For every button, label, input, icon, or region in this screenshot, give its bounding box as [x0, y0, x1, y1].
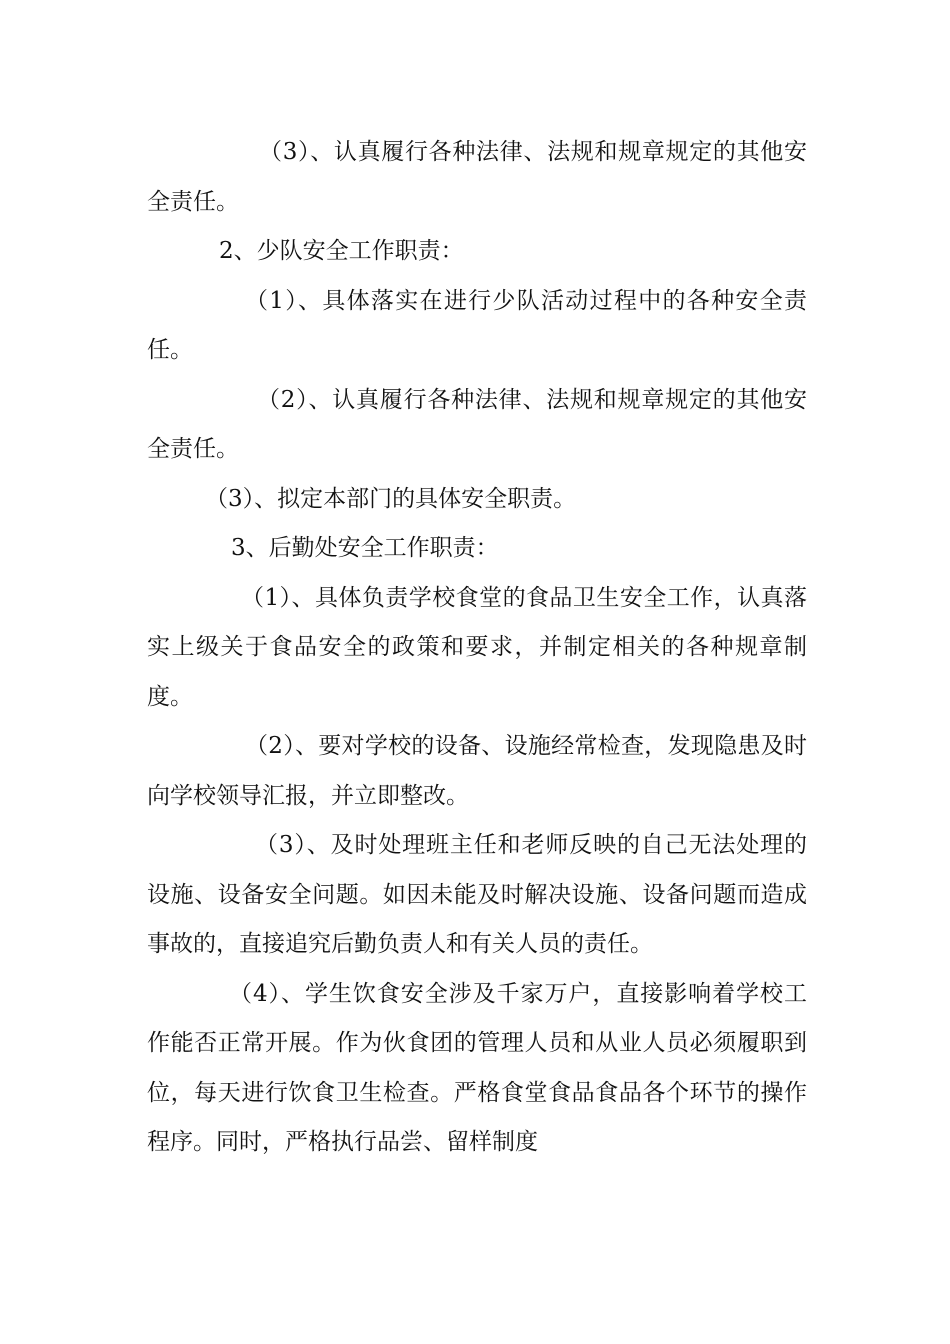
paragraph-logistics-duty-1: （1）、具体负责学校食堂的食品卫生安全工作，认真落实上级关于食品安全的政策和要求，并制定相关的各种规章制度。 — [147, 584, 807, 710]
paragraph-duty-3-laws: （3）、认真履行各种法律、法规和规章规定的其他安全责任。 — [147, 139, 807, 215]
section-heading-young-pioneers: 2、少队安全工作职责： — [219, 238, 464, 264]
section-heading-logistics: 3、后勤处安全工作职责： — [231, 535, 499, 561]
paragraph-pioneers-duty-3: （3）、拟定本部门的具体安全职责。 — [205, 485, 577, 512]
paragraph-logistics-duty-2: （2）、要对学校的设备、设施经常检查，发现隐患及时向学校领导汇报，并立即整改。 — [147, 733, 807, 809]
paragraph-pioneers-duty-2: （2）、认真履行各种法律、法规和规章规定的其他安全责任。 — [147, 386, 807, 462]
paragraph-logistics-duty-3: （3）、及时处理班主任和老师反映的自己无法处理的设施、设备安全问题。如因未能及时解决设施、设备问题而造成事故的，直接追究后勤负责人和有关人员的责任。 — [147, 832, 807, 957]
paragraph-pioneers-duty-1: （1）、具体落实在进行少队活动过程中的各种安全责任。 — [147, 287, 807, 363]
paragraph-logistics-duty-4: （4）、学生饮食安全涉及千家万户，直接影响着学校工作能否正常开展。作为伙食团的管理人员和从业人员必须履职到位，每天进行饮食卫生检查。严格食堂食品食品各个环节的操作程序。同时，严格执行品尝、留样制度 — [147, 980, 807, 1155]
document-body — [147, 128, 807, 1168]
